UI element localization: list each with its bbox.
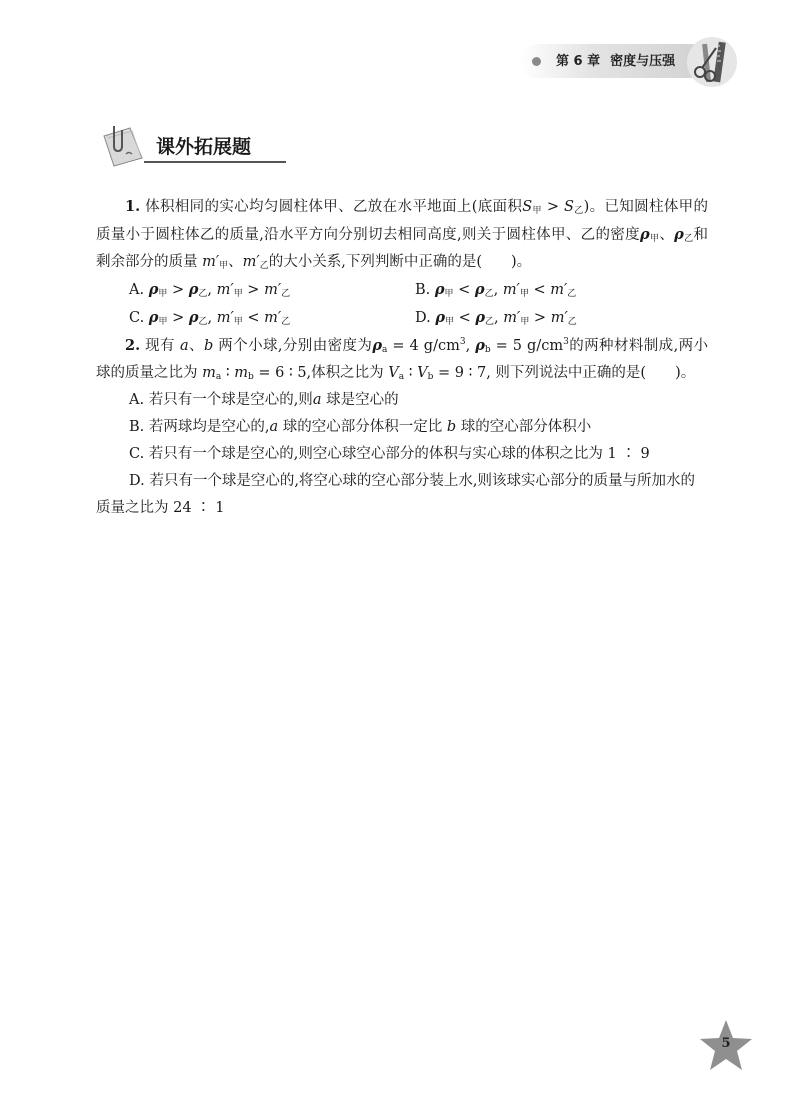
sep: , (493, 282, 499, 298)
sub-jia: 甲 (233, 289, 243, 299)
section-underline (144, 161, 286, 163)
chapter-title: 密度与压强 (610, 54, 676, 69)
var-rho: ρ (372, 337, 382, 354)
sup-3: 3 (459, 337, 466, 347)
sub-a: a (382, 345, 388, 355)
volume-ratio: = 9 ∶ 7, 则下列说法中正确的是( (433, 365, 647, 381)
var-a: a (269, 419, 279, 435)
var-rho: ρ (474, 281, 485, 298)
op-gt: > (541, 199, 564, 215)
rel: < (242, 310, 265, 326)
q1-text-d: 的大小关系,下列判断中正确的是( (268, 254, 482, 270)
sub-jia: 甲 (233, 317, 243, 327)
var-rho: ρ (188, 281, 199, 298)
sub-yi: 乙 (198, 289, 208, 299)
q2-option-a[interactable] (96, 387, 708, 414)
var-m: m′ (242, 254, 260, 270)
q2-text-a: 现有 (145, 338, 175, 354)
page-number: 5 (721, 1036, 731, 1051)
var-b: b (203, 338, 214, 354)
var-a: a (312, 392, 322, 408)
question-1 (96, 193, 708, 276)
mass-ratio: = 6 ∶ 5,体积之比为 (253, 365, 384, 381)
var-m: m′ (264, 282, 282, 298)
option-label: C. (129, 310, 145, 326)
var-rho: ρ (188, 309, 199, 326)
rel: > (167, 310, 189, 326)
var-m: m′ (550, 282, 568, 298)
q2-option-b[interactable] (96, 414, 708, 441)
sub-yi: 乙 (281, 317, 291, 327)
var-rho: ρ (148, 309, 159, 326)
sub-yi: 乙 (567, 317, 577, 327)
option-text: 若两球均是空心的, (148, 419, 270, 435)
var-b: b (446, 419, 457, 435)
sub-yi: 乙 (567, 289, 577, 299)
var-a: a (179, 338, 189, 354)
sub-jia: 甲 (519, 289, 529, 299)
sub-jia: 甲 (219, 261, 229, 271)
sep: , (494, 310, 499, 326)
var-m: m′ (264, 310, 282, 326)
sub-yi: 乙 (683, 234, 694, 244)
sub-a: a (398, 372, 405, 382)
chapter-prefix: 第 (556, 54, 570, 69)
rho-a-value: = 4 g/cm (387, 338, 460, 354)
sub-b: b (484, 345, 491, 355)
sub-jia: 甲 (532, 206, 542, 216)
q1-text-b: )。已知圆柱体甲的质量小于圆柱体乙的质量,沿水平方向分别切去相同高度,则关于圆柱体甲、乙的密度 (96, 199, 709, 243)
option-label: D. (415, 310, 431, 326)
var-rho: ρ (475, 309, 486, 326)
var-rho: ρ (639, 226, 650, 243)
option-label: B. (415, 282, 431, 298)
sub-yi: 乙 (573, 206, 584, 216)
chapter-suffix: 章 (587, 54, 601, 69)
option-text: 球的空心部分体积小 (460, 419, 592, 435)
var-m: m′ (216, 282, 234, 298)
sub-a: a (215, 372, 222, 382)
option-label: C. (129, 446, 145, 462)
sub-yi: 乙 (484, 289, 494, 299)
option-label: B. (129, 419, 145, 435)
q2-text-c: 的两种材料制成,两小球的质量之比为 (96, 338, 708, 381)
sep: , (207, 310, 213, 326)
option-text: 球是空心的 (326, 392, 399, 408)
sub-jia: 甲 (520, 317, 530, 327)
ratio: ∶ (221, 365, 235, 381)
var-m: m′ (550, 310, 568, 326)
sub-jia: 甲 (158, 317, 168, 327)
sub-jia: 甲 (444, 317, 454, 327)
q1-options (96, 276, 708, 332)
rel: < (454, 310, 476, 326)
option-text: 球的空心部分体积一定比 (282, 419, 443, 435)
sub-b: b (427, 372, 434, 382)
ruler-scissors-icon (686, 36, 738, 88)
sub-yi: 乙 (259, 261, 269, 271)
q1-text-c: 和剩余部分的质量 (96, 227, 708, 270)
sup-3: 3 (563, 337, 569, 347)
header-bullet-dot (532, 57, 541, 66)
var-rho: ρ (434, 281, 445, 298)
option-text: 若只有一个球是空心的,则空心球空心部分的体积与实心球的体积之比为 1 ∶ 9 (148, 446, 650, 462)
option-label: A. (129, 282, 145, 298)
q1-text-a: 体积相同的实心均匀圆柱体甲、乙放在水平地面上(底面积 (145, 199, 523, 215)
chapter-header (556, 50, 675, 69)
var-rho: ρ (674, 226, 684, 243)
var-s: S (563, 199, 574, 215)
sub-jia: 甲 (649, 234, 660, 244)
var-m: m′ (502, 282, 520, 298)
sub-b: b (247, 372, 254, 382)
answer-blank[interactable] (482, 254, 511, 270)
var-m: m (234, 365, 248, 381)
var-m: m′ (503, 310, 521, 326)
question-2 (96, 332, 708, 387)
question-number: 1. (125, 198, 141, 215)
q1-option-b[interactable] (415, 276, 701, 304)
option-label: D. (129, 473, 145, 489)
q2-option-c[interactable] (96, 441, 708, 468)
q1-text-e: )。 (511, 254, 532, 270)
rel: > (167, 282, 189, 298)
sub-yi: 乙 (485, 317, 495, 327)
section-heading (100, 124, 286, 168)
var-s: S (522, 199, 533, 215)
chapter-number: 6 (573, 54, 583, 69)
sub-yi: 乙 (281, 289, 291, 299)
rel: > (529, 310, 551, 326)
rel: < (453, 282, 475, 298)
var-v: V (388, 365, 399, 381)
var-rho: ρ (475, 337, 485, 354)
sub-jia: 甲 (158, 289, 168, 299)
sep: 、 (659, 227, 675, 243)
q1-option-a[interactable] (129, 276, 415, 304)
q1-option-d[interactable] (415, 304, 701, 332)
sep: 、 (228, 254, 243, 270)
q2-option-d[interactable] (96, 468, 708, 522)
q2-text-b: 两个小球,分别由密度为 (218, 338, 373, 354)
option-label: A. (129, 392, 145, 408)
var-rho: ρ (435, 309, 445, 326)
rel: < (528, 282, 551, 298)
question-number: 2. (125, 337, 141, 354)
sub-yi: 乙 (198, 317, 208, 327)
var-m: m (202, 365, 216, 381)
answer-blank[interactable] (646, 365, 675, 381)
option-text: 若只有一个球是空心的,则 (148, 392, 313, 408)
q1-option-c[interactable] (129, 304, 415, 332)
var-rho: ρ (148, 281, 159, 298)
section-title: 课外拓展题 (156, 136, 252, 158)
rho-b-value: = 5 g/cm (490, 338, 564, 354)
sep: , (465, 338, 471, 354)
option-text: 若只有一个球是空心的,将空心球的空心部分装上水,则该球实心部分的质量与所加水的质量之比为 24 ∶ 1 (96, 473, 696, 516)
rel: > (242, 282, 265, 298)
sub-jia: 甲 (444, 289, 454, 299)
sep: , (207, 282, 213, 298)
q2-text-e: )。 (675, 365, 696, 381)
chapter-label (556, 54, 600, 69)
exercise-content (96, 193, 708, 522)
var-m: m′ (216, 310, 234, 326)
var-m: m′ (202, 254, 220, 270)
var-v: V (417, 365, 428, 381)
ratio: ∶ (404, 365, 418, 381)
paperclip-note-icon (100, 124, 148, 168)
sep: 、 (188, 338, 204, 354)
